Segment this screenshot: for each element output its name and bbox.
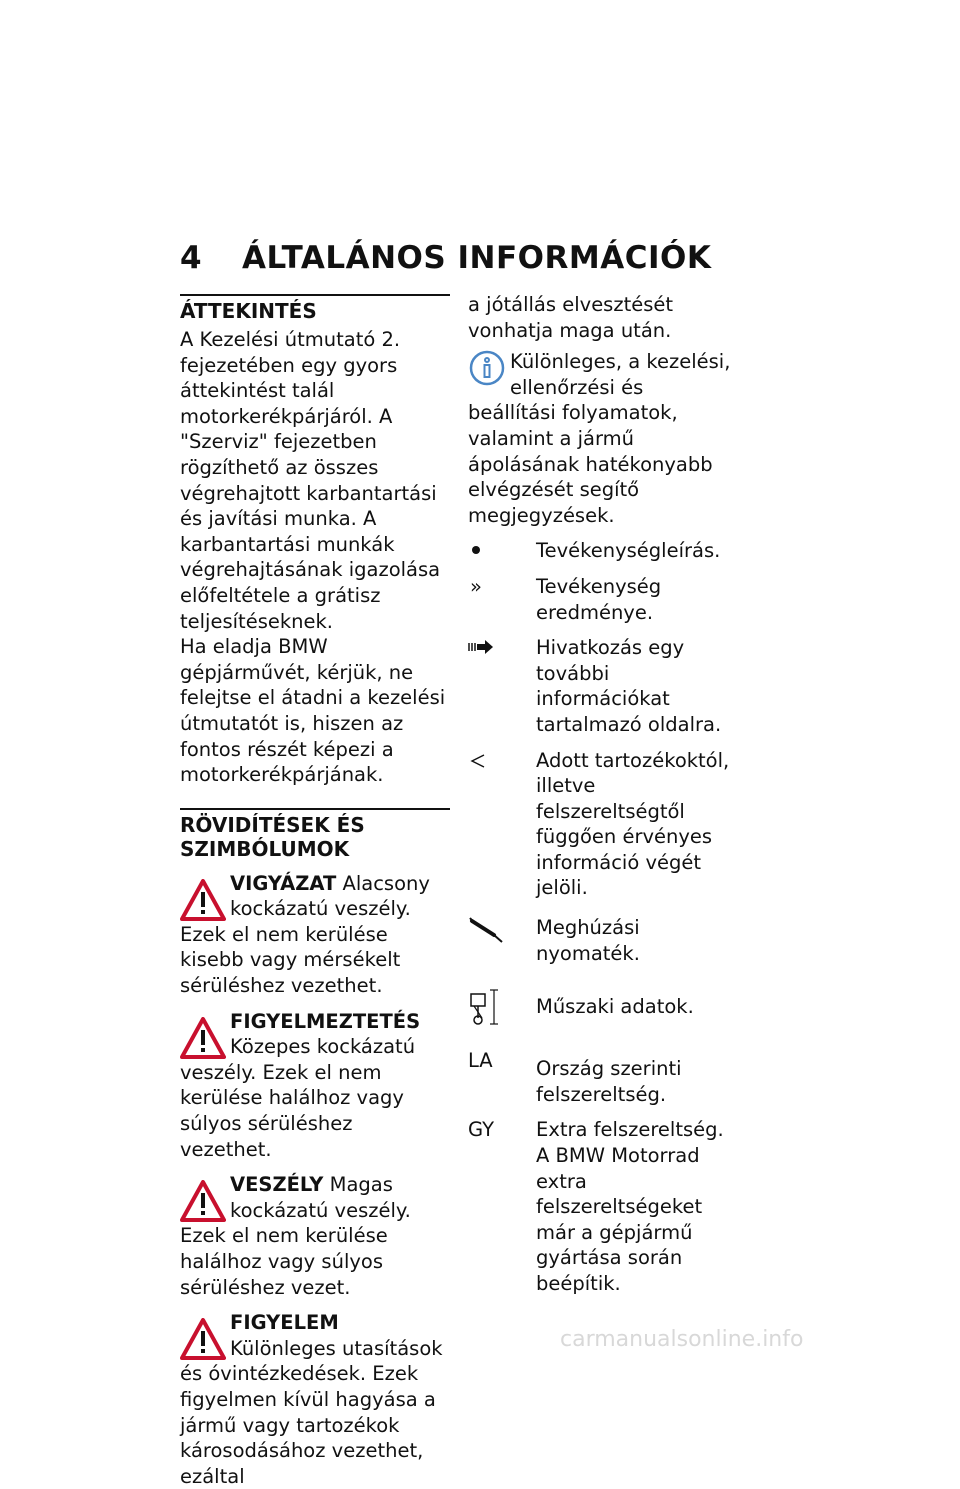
overview-paragraph-1: A Kezelési útmutató 2. fejezetében egy gyors áttekintést talál motorkerékpárjáról. A "Szerviz" fejezetben rögzíthető az összes végrehajtott karbantartási és javítási munka. A karbantartási munkák végrehajtásának igazolása előfeltétele a grátisz teljesítéseknek. [180,328,441,633]
chapter-heading [180,240,711,276]
warning-triangle-icon [180,879,226,921]
warning-text: Magas kockázatú veszély. Ezek el nem kerülése halálhoz vagy súlyos sérüléshez vezet. [180,1173,411,1299]
right-column [468,292,732,1297]
warning-caution [180,871,450,999]
continued-paragraph: a jótállás elvesztését vonhatja maga után. [468,293,674,342]
symbol-description: Hivatkozás egy további információkat tartalmazó oldalra. [536,636,722,736]
symbol-description: Extra felszereltség. [536,1118,724,1142]
warning-keyword: VESZÉLY [230,1173,324,1197]
symbol-row [468,635,732,737]
warning-text: Közepes kockázatú veszély. Ezek el nem kerülése halálhoz vagy súlyos sérüléshez vezethet. [180,1035,416,1161]
warning-danger [180,1172,450,1300]
symbol-description: Tevékenységleírás. [536,539,721,563]
symbol-description: Műszaki adatok. [536,995,694,1019]
warning-text: Különleges utasítások és óvintézkedések. Ezek figyelmen kívül hagyása a jármű vagy tartozékok károsodásához vezethet, ezáltal [180,1336,443,1488]
chapter-title: ÁLTALÁNOS INFORMÁCIÓK [242,240,712,276]
symbol-description: Meghúzási nyomaték. [536,916,640,965]
info-note [468,349,732,528]
section-heading-overview: ÁTTEKINTÉS [180,294,450,323]
symbol-row [468,1049,732,1107]
warning-keyword: FIGYELEM [230,1311,339,1335]
warning-warning [180,1009,450,1163]
symbol-label: LA [468,1049,493,1073]
symbol-description: Tevékenység eredménye. [536,574,662,624]
warning-attention [180,1310,450,1489]
info-icon [468,349,506,393]
chapter-number: 4 [180,240,203,276]
symbol-description: Adott tartozékoktól, illetve felszereltségtől függően érvényes információ végét jelöli. [536,748,730,900]
warning-text: Alacsony kockázatú veszély. Ezek el nem kerülése kisebb vagy mérsékelt sérüléshez vezethet. [180,871,430,998]
info-text: Különleges, a kezelési, ellenőrzési és beállítási folyamatok, valamint a jármű ápolásának hatékonyabb elvégzését segítő megjegyzések. [468,350,731,527]
symbol-row [468,915,732,966]
symbol-description-detail: A BMW Motorrad extra felszereltségeket már a gépjármű gyártása során beépítik. [536,1144,703,1295]
section-heading-abbreviations: RÖVIDÍTÉSEK ÉS SZIMBÓLUMOK [180,808,450,861]
symbol-description: Ország szerinti felszereltség. [536,1057,682,1106]
bullet-icon [472,546,480,554]
symbol-row [468,574,732,625]
symbol-label: GY [468,1118,495,1142]
torque-wrench-icon [468,915,508,945]
end-marker-icon [470,754,486,768]
warning-keyword: FIGYELMEZTETÉS [230,1009,421,1033]
warning-triangle-icon [180,1017,226,1059]
overview-paragraph-2: Ha eladja BMW gépjárművét, kérjük, ne felejtse el átadni a kezelési útmutatót is, hiszen az fontos részét képezi a motorkerékpárjának. [180,635,446,787]
symbol-row [468,1117,732,1296]
symbol-row [468,538,732,564]
left-column [180,294,450,1489]
reference-arrow-icon [468,640,494,654]
warning-keyword: VIGYÁZAT [230,871,337,895]
warning-triangle-icon [180,1318,226,1360]
footer-watermark: carmanualsonline.info [560,1327,804,1352]
technical-data-icon [468,988,500,1028]
symbol-row [468,994,732,1036]
warning-triangle-icon [180,1180,226,1222]
result-icon: » [470,574,482,598]
symbol-row [468,748,732,902]
